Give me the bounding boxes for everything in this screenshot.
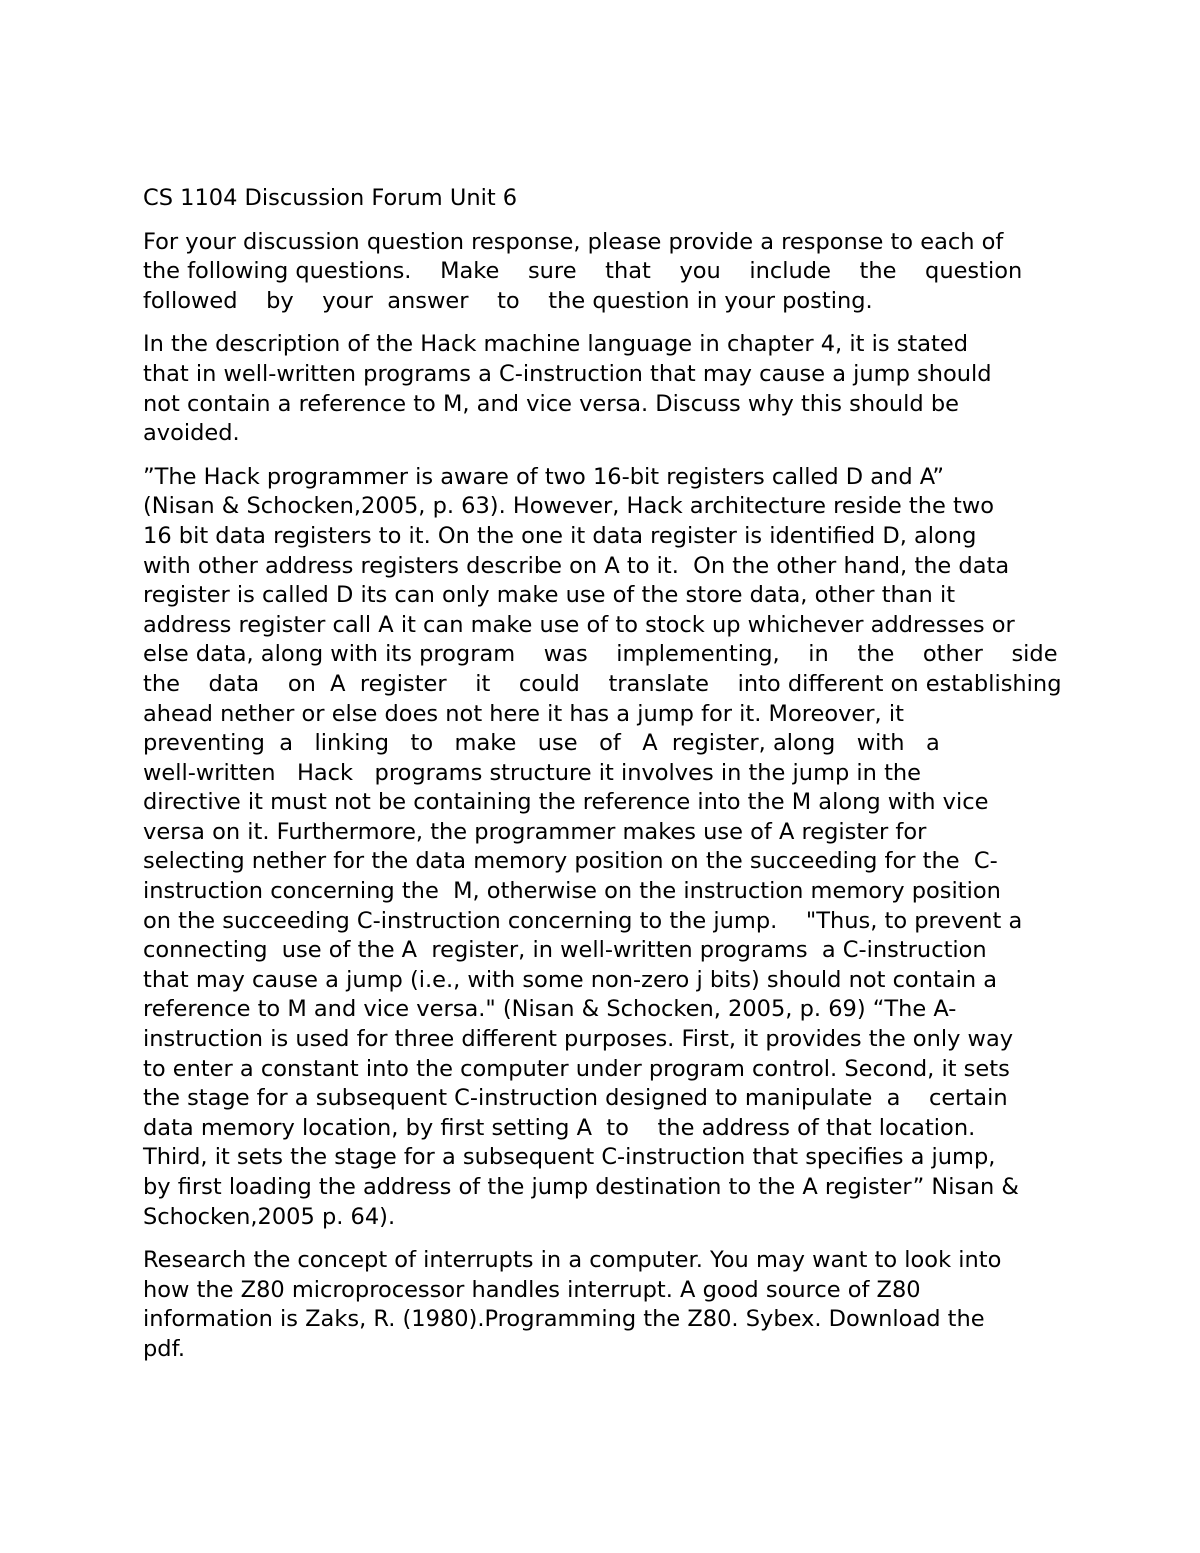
text-line: the data on A register it could translate into different on establishing [143,670,1062,697]
text-line: followed by your answer to the question in your posting. [143,287,873,314]
text-line: data memory location, by first setting A to the address of that location. [143,1114,976,1141]
text-line: address register call A it can make use of to stock up whichever addresses or [143,611,1015,638]
text-line: ”The Hack programmer is aware of two 16-bit registers called D and A” [143,463,945,490]
text-line: 16 bit data registers to it. On the one it data register is identified D, along [143,522,977,549]
text-line: reference to M and vice versa." (Nisan & Schocken, 2005, p. 69) “The A- [143,996,957,1023]
document-body [143,184,1063,1379]
text-line: on the succeeding C-instruction concerning to the jump. "Thus, to prevent a [143,907,1023,934]
text-line: information is Zaks, R. (1980).Programming the Z80. Sybex. Download the [143,1306,985,1333]
text-line: that in well-written programs a C-instruction that may cause a jump should [143,360,992,387]
text-line: to enter a constant into the computer under program control. Second, it sets [143,1055,1010,1082]
document-title: CS 1104 Discussion Forum Unit 6 [143,185,518,211]
text-line: connecting use of the A register, in well-written programs a C-instruction [143,937,987,964]
text-line: ahead nether or else does not here it has a jump for it. Moreover, it [143,700,904,727]
text-line: well-written Hack programs structure it involves in the jump in the [143,759,922,786]
paragraph-instructions [143,228,1063,317]
paragraph-answer-1 [143,463,1063,1232]
text-line: the following questions. Make sure that you include the question [143,258,1023,285]
text-line: instruction concerning the M, otherwise on the instruction memory position [143,878,1001,905]
text-line: instruction is used for three different purposes. First, it provides the only way [143,1026,1014,1053]
text-line: that may cause a jump (i.e., with some non-zero j bits) should not contain a [143,966,998,993]
text-line: versa on it. Furthermore, the programmer makes use of A register for [143,818,927,845]
text-line: Research the concept of interrupts in a computer. You may want to look into [143,1247,1002,1274]
text-line: preventing a linking to make use of A register, along with a [143,730,940,757]
text-line: register is called D its can only make use of the store data, other than it [143,582,956,609]
text-line: how the Z80 microprocessor handles interrupt. A good source of Z80 [143,1276,921,1303]
text-line: Schocken,2005 p. 64). [143,1203,396,1230]
text-line: selecting nether for the data memory position on the succeeding for the C- [143,848,998,875]
text-line: Third, it sets the stage for a subsequent C-instruction that specifies a jump, [143,1144,996,1171]
paragraph-question-2 [143,1246,1063,1364]
text-line: the stage for a subsequent C-instruction designed to manipulate a certain [143,1085,1008,1112]
text-line: In the description of the Hack machine language in chapter 4, it is stated [143,331,968,358]
text-line: directive it must not be containing the reference into the M along with vice [143,789,989,816]
text-line: For your discussion question response, please provide a response to each of [143,228,1004,255]
text-line: (Nisan & Schocken,2005, p. 63). However, Hack architecture reside the two [143,493,994,520]
text-line: not contain a reference to M, and vice versa. Discuss why this should be [143,390,959,417]
text-line: with other address registers describe on A to it. On the other hand, the data [143,552,1010,579]
text-line: by first loading the address of the jump destination to the A register” Nisan & [143,1174,1019,1200]
text-line: pdf. [143,1335,186,1362]
text-line: avoided. [143,420,240,447]
paragraph-question-1 [143,330,1063,448]
text-line: else data, along with its program was implementing, in the other side [143,641,1058,668]
